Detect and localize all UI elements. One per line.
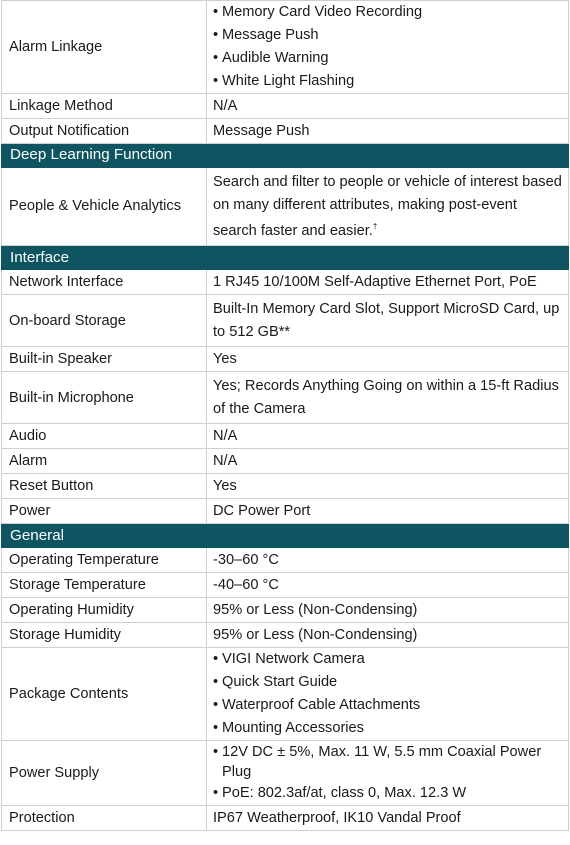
list-item: • VIGI Network Camera <box>213 648 562 671</box>
list-item: • Memory Card Video Recording <box>213 1 562 24</box>
spec-row-alarm-linkage <box>2 1 569 94</box>
spec-label: Storage Temperature <box>2 573 207 598</box>
spec-value: Yes; Records Anything Going on within a 15-ft Radius of the Camera <box>207 372 569 424</box>
spec-row-builtin-microphone <box>2 372 569 424</box>
spec-label: People & Vehicle Analytics <box>2 168 207 246</box>
spec-value: N/A <box>207 449 569 474</box>
spec-row-operating-humidity <box>2 598 569 623</box>
spec-label: Reset Button <box>2 474 207 499</box>
spec-label: On-board Storage <box>2 295 207 347</box>
spec-value: 95% or Less (Non-Condensing) <box>207 623 569 648</box>
list-item: • Quick Start Guide <box>213 671 562 694</box>
list-item: • White Light Flashing <box>213 70 562 93</box>
section-title: General <box>2 524 569 548</box>
spec-row-protection <box>2 806 569 831</box>
list-item: • 12V DC ± 5%, Max. 11 W, 5.5 mm Coaxial Power Plug <box>213 742 562 782</box>
spec-value-text: Search and filter to people or vehicle of interest based on many different attributes, making post-event search faster and easier. <box>213 174 562 239</box>
list-item: • Waterproof Cable Attachments <box>213 694 562 717</box>
footnote-mark: † <box>372 222 378 231</box>
list-item: • Mounting Accessories <box>213 717 562 740</box>
spec-label: Alarm <box>2 449 207 474</box>
section-interface <box>2 246 569 270</box>
spec-value: 1 RJ45 10/100M Self-Adaptive Ethernet Port, PoE <box>207 270 569 295</box>
spec-row-onboard-storage <box>2 295 569 347</box>
section-deep-learning <box>2 144 569 168</box>
spec-label: Power <box>2 499 207 524</box>
spec-row-power-supply <box>2 741 569 806</box>
section-title: Deep Learning Function <box>2 144 569 168</box>
spec-row-builtin-speaker <box>2 347 569 372</box>
bullet-list <box>213 648 562 740</box>
spec-row-linkage-method <box>2 94 569 119</box>
spec-label: Audio <box>2 424 207 449</box>
list-item: • Message Push <box>213 24 562 47</box>
spec-row-operating-temperature <box>2 548 569 573</box>
spec-value: DC Power Port <box>207 499 569 524</box>
spec-value <box>207 1 569 94</box>
spec-row-power <box>2 499 569 524</box>
spec-value <box>207 741 569 806</box>
spec-row-output-notification <box>2 119 569 144</box>
spec-value: Built-In Memory Card Slot, Support MicroSD Card, up to 512 GB** <box>207 295 569 347</box>
spec-value: N/A <box>207 424 569 449</box>
spec-label: Storage Humidity <box>2 623 207 648</box>
spec-value: -40–60 °C <box>207 573 569 598</box>
spec-row-storage-temperature <box>2 573 569 598</box>
spec-value: 95% or Less (Non-Condensing) <box>207 598 569 623</box>
spec-label: Power Supply <box>2 741 207 806</box>
bullet-list <box>213 742 562 804</box>
spec-row-package-contents <box>2 648 569 741</box>
spec-value: Message Push <box>207 119 569 144</box>
spec-label: Output Notification <box>2 119 207 144</box>
section-general <box>2 524 569 548</box>
spec-row-storage-humidity <box>2 623 569 648</box>
spec-label: Built-in Speaker <box>2 347 207 372</box>
spec-label: Package Contents <box>2 648 207 741</box>
spec-label: Operating Humidity <box>2 598 207 623</box>
spec-row-alarm <box>2 449 569 474</box>
spec-label: Operating Temperature <box>2 548 207 573</box>
spec-row-reset-button <box>2 474 569 499</box>
spec-row-audio <box>2 424 569 449</box>
spec-label: Alarm Linkage <box>2 1 207 94</box>
spec-value: -30–60 °C <box>207 548 569 573</box>
list-item: • Audible Warning <box>213 47 562 70</box>
spec-table <box>1 0 569 831</box>
spec-label: Built-in Microphone <box>2 372 207 424</box>
list-item: • PoE: 802.3af/at, class 0, Max. 12.3 W <box>213 782 562 804</box>
spec-value: Yes <box>207 474 569 499</box>
spec-label: Network Interface <box>2 270 207 295</box>
spec-label: Protection <box>2 806 207 831</box>
spec-value: Yes <box>207 347 569 372</box>
section-title: Interface <box>2 246 569 270</box>
spec-value: IP67 Weatherproof, IK10 Vandal Proof <box>207 806 569 831</box>
bullet-list <box>213 1 562 93</box>
spec-row-network-interface <box>2 270 569 295</box>
spec-value <box>207 168 569 246</box>
spec-label: Linkage Method <box>2 94 207 119</box>
spec-value: N/A <box>207 94 569 119</box>
spec-value <box>207 648 569 741</box>
spec-row-people-vehicle-analytics <box>2 168 569 246</box>
